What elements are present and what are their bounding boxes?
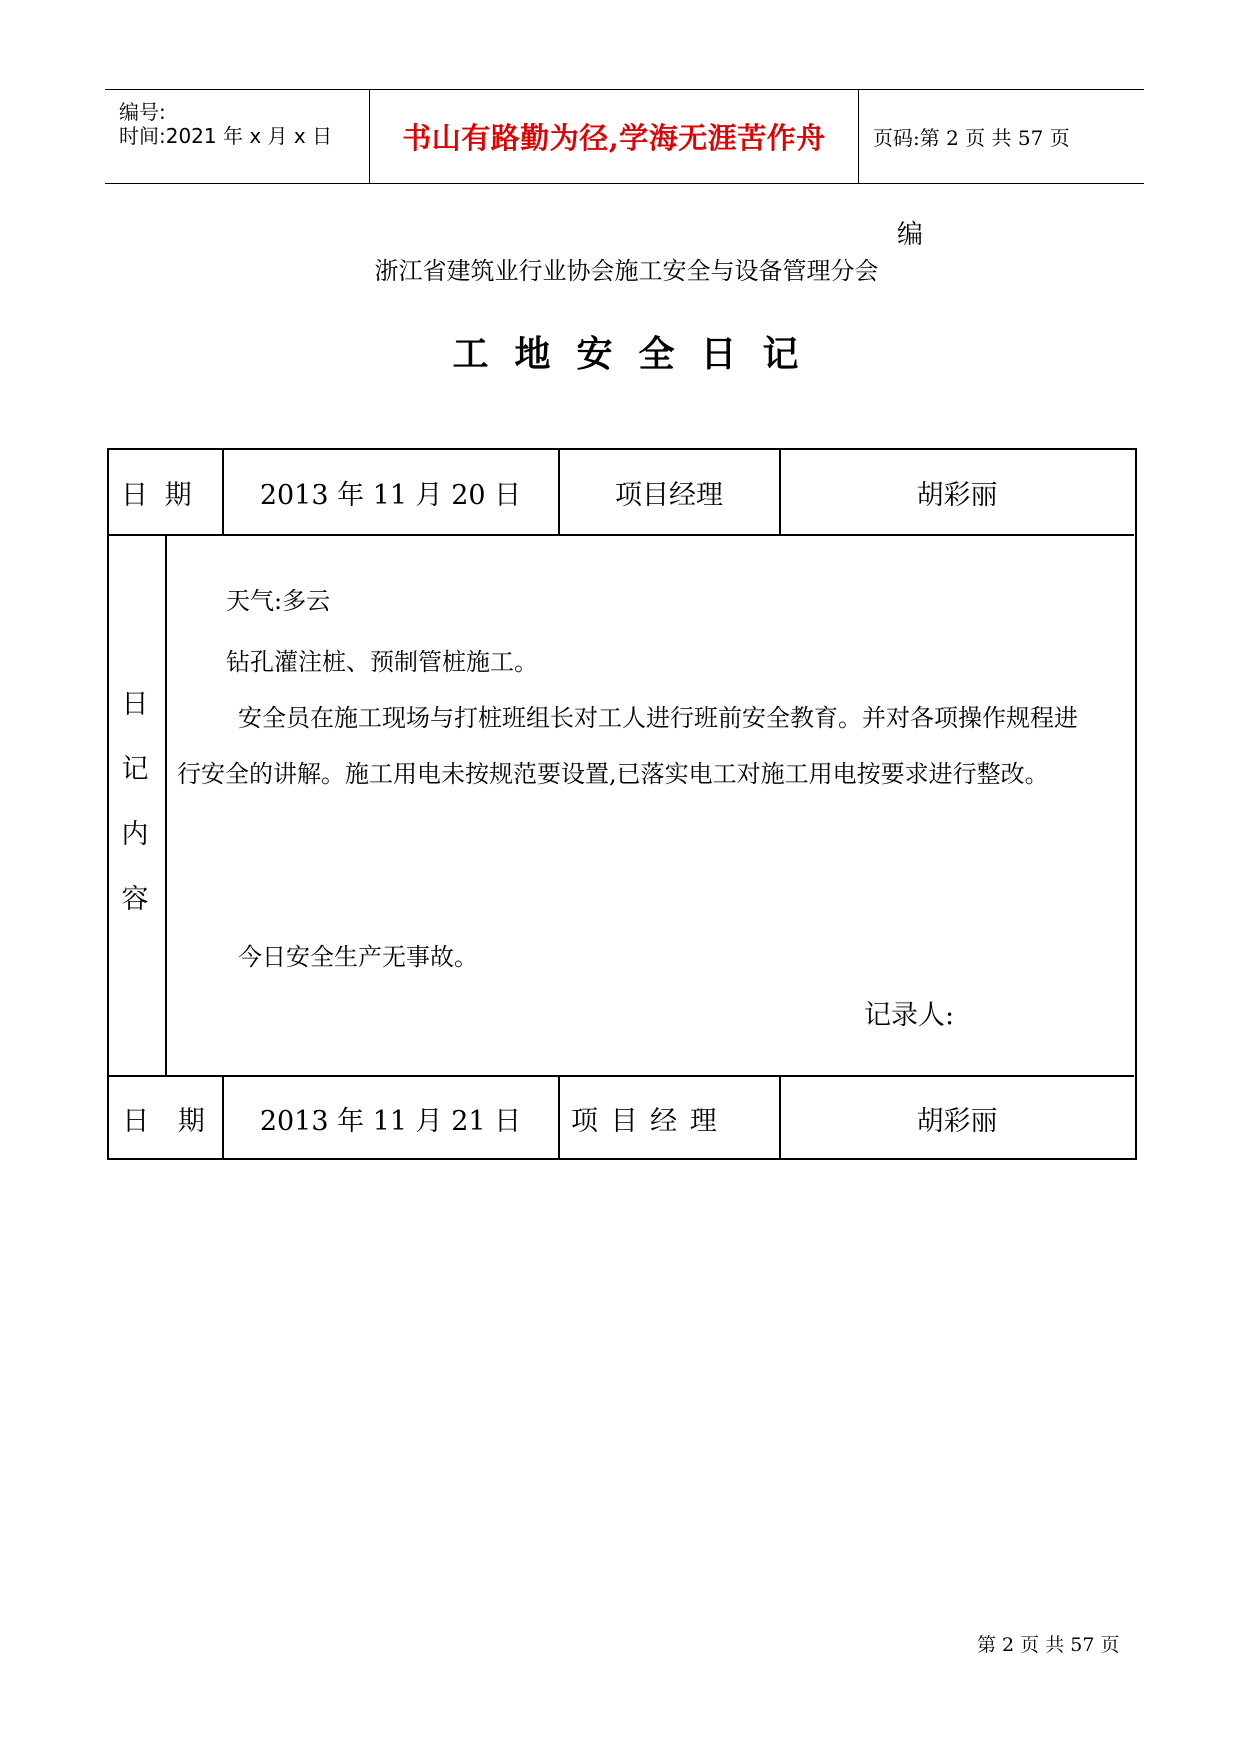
diary-content-side-label [107, 672, 163, 932]
motto-text: 书山有路勤为径,学海无涯苦作舟 [402, 121, 826, 155]
diary-table [107, 448, 1137, 1160]
footer-page-number: 第 2 页 共 57 页 [977, 1634, 1120, 1656]
side-label-char: 记 [121, 754, 149, 785]
document-number-label: 编号: [119, 100, 166, 124]
side-label-char: 容 [121, 884, 149, 915]
date-value-cell: 2013 年 11 月 21 日 [259, 1105, 522, 1137]
col-divider [165, 534, 167, 1075]
date-value-cell: 2013 年 11 月 20 日 [259, 479, 522, 511]
manager-label-cell: 项目经理 [615, 479, 723, 511]
date-label-cell: 日 期 [122, 1105, 215, 1137]
recorder-label: 记录人: [864, 1000, 955, 1031]
side-label-char: 内 [121, 819, 149, 850]
work-line: 钻孔灌注桩、预制管桩施工。 [226, 648, 538, 676]
organization-name: 浙江省建筑业行业协会施工安全与设备管理分会 [374, 257, 879, 285]
page-header [105, 89, 1144, 184]
header-page-cell [859, 90, 1144, 183]
paragraph-line: 安全员在施工现场与打桩班组长对工人进行班前安全教育。并对各项操作规程进 [238, 704, 1078, 732]
header-motto-cell [369, 90, 859, 183]
header-left-cell [105, 90, 369, 183]
manager-name-cell: 胡彩丽 [916, 1105, 998, 1137]
paragraph-line: 行安全的讲解。施工用电未按规范要设置,已落实电工对施工用电按要求进行整改。 [177, 760, 1049, 788]
manager-name-cell: 胡彩丽 [916, 479, 998, 511]
side-label-char: 日 [121, 689, 149, 720]
compiled-by-mark: 编 [897, 220, 924, 250]
header-page-number: 页码:第 2 页 共 57 页 [873, 126, 1070, 150]
document-time-label: 时间:2021 年 x 月 x 日 [119, 124, 333, 148]
document-title: 工地安全日记 [452, 333, 825, 375]
summary-line: 今日安全生产无事故。 [238, 943, 478, 971]
manager-label-cell: 项 目 经 理 [571, 1105, 719, 1137]
weather-line: 天气:多云 [226, 587, 331, 615]
date-label-cell: 日 期 [121, 479, 196, 511]
row-divider [109, 534, 1134, 536]
